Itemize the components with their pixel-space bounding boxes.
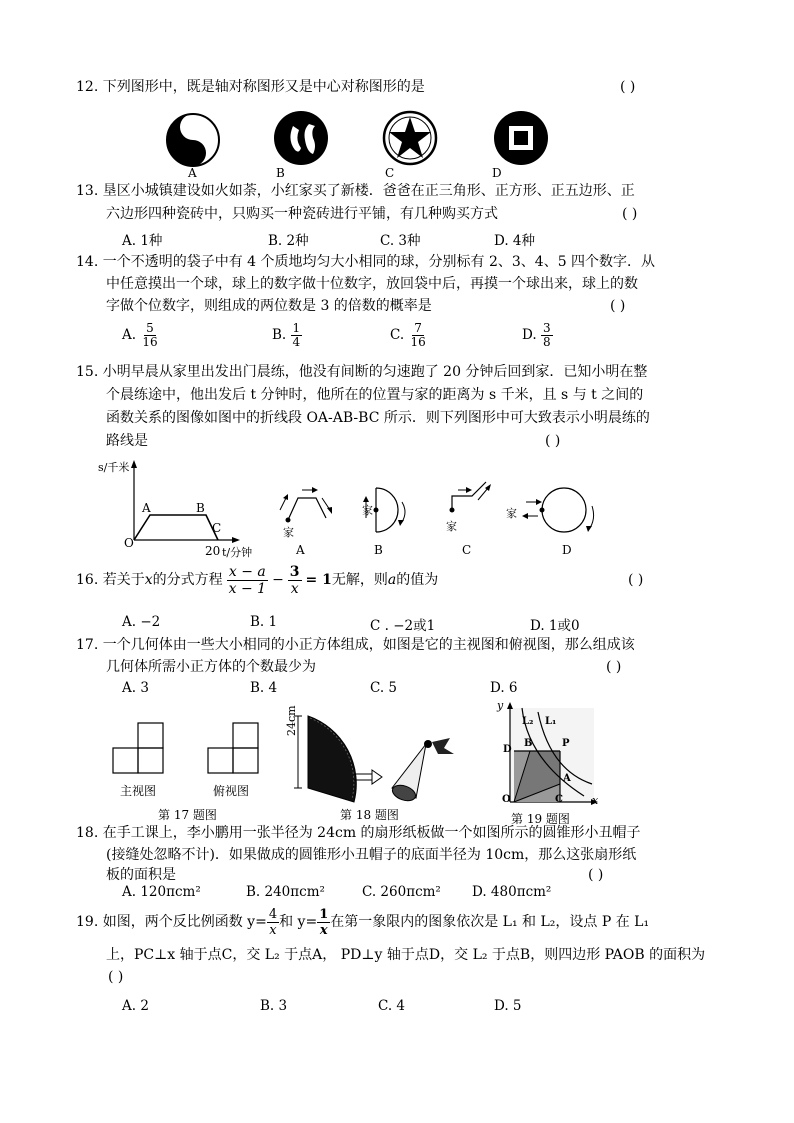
q13-option-a: A. 1种 <box>122 233 163 249</box>
q15-label-d: D <box>562 543 572 557</box>
q14-paren: ( ) <box>610 298 626 314</box>
q14-option-d <box>522 322 553 349</box>
denominator: x <box>290 580 299 597</box>
q18-line1: 18. 在手工课上，李小鹏用一张半径为 24cm 的扇形纸板做一个如图所示的圆锥形小丑帽子 <box>76 825 641 841</box>
denominator: 4 <box>292 335 301 349</box>
q13-line1: 13. 垦区小城镇建设如火如荼，小红家买了新楼．爸爸在正三角形、正方形、正五边形、正 <box>76 183 635 199</box>
q15-line1: 15. 小明早晨从家里出发出门晨练，他没有间断的匀速跑了 20 分钟后回到家．已知小明在整 <box>76 364 648 380</box>
q18-option-b: B. 240πcm² <box>246 884 325 900</box>
q15-line4: 路线是 <box>106 433 148 449</box>
q14-option-b <box>272 322 302 349</box>
q16-text <box>76 564 438 596</box>
q17-option-d: D. 6 <box>490 680 518 696</box>
option-letter: A. <box>122 327 137 343</box>
denominator: x − 1 <box>228 580 267 597</box>
fan-radius-label: 24cm <box>285 705 298 736</box>
fig19-x: x <box>592 794 599 807</box>
q16-option-d: D. 1或0 <box>530 618 580 634</box>
fig19-a: A <box>563 773 571 784</box>
numerator: 7 <box>414 321 422 335</box>
numerator: 1 <box>292 321 301 335</box>
q17-line1: 17. 一个几何体由一些大小相同的小正方体组成，如图是它的主视图和俯视图，那么组成该 <box>76 637 635 653</box>
graph-origin: O <box>124 536 134 550</box>
q14-line1: 14. 一个不透明的袋子中有 4 个质地均匀大小相同的球，分别标有 2、3、4、5 四个数字．从 <box>76 254 656 270</box>
q19-option-b: B. 3 <box>260 998 288 1014</box>
denominator: 16 <box>142 335 158 349</box>
q16-paren: ( ) <box>628 572 644 588</box>
q13-option-c: C. 3种 <box>380 233 421 249</box>
option-letter: B. <box>272 327 287 343</box>
graph-point-a: A <box>142 501 151 515</box>
numerator: 1 <box>319 906 329 922</box>
q16-suffix1: 无解，则 <box>331 572 388 588</box>
q19-fraction-1 <box>267 907 279 938</box>
q12-label-d: D <box>492 166 502 180</box>
q12-label-b: B <box>276 166 285 180</box>
q12-label-a: A <box>188 166 197 180</box>
denominator: x <box>269 922 277 938</box>
fraction <box>541 322 553 349</box>
q15-label-b: B <box>374 543 383 557</box>
fig19-b: B <box>524 738 533 749</box>
route-b-home: 家 <box>362 504 373 517</box>
q17-line2: 几何体所需小正方体的个数最少为 <box>106 659 316 675</box>
numerator: 3 <box>289 563 300 580</box>
q15-label-c: C <box>462 543 472 557</box>
q15-label-a: A <box>296 543 305 557</box>
q16-fraction-1 <box>227 564 268 597</box>
denominator: x <box>319 922 328 938</box>
fig19-o: O <box>502 794 511 805</box>
numerator: 5 <box>146 321 154 335</box>
star-circle-icon <box>382 110 438 166</box>
fig19-p: P <box>562 738 570 749</box>
q19-line2: 上，PC⊥x 轴于点C，交 L₂ 于点A， PD⊥y 轴于点D，交 L₂ 于点B，则四边形 PAOB 的面积为 <box>106 947 706 963</box>
q19-option-d: D. 5 <box>494 998 522 1014</box>
q18-option-a: A. 120πcm² <box>122 884 201 900</box>
top-view-caption: 俯视图 <box>213 784 250 798</box>
q19-option-a: A. 2 <box>122 998 149 1014</box>
fig19-d: D <box>503 744 512 755</box>
fig19-l1: L₁ <box>545 716 557 727</box>
fan-cone-diagram <box>292 714 472 806</box>
q13-paren: ( ) <box>622 206 638 222</box>
q14-line3: 字做个位数字，则组成的两位数是 3 的倍数的概率是 <box>106 298 432 314</box>
denominator: 8 <box>542 335 551 349</box>
option-letter: D. <box>522 327 537 343</box>
denominator: 16 <box>410 335 426 349</box>
top-view-diagram <box>207 722 261 776</box>
q15-line2: 个晨练途中，他出发后 t 分钟时，他所在的位置与家的距离为 s 千米，且 s 与 t 之间的 <box>106 387 644 403</box>
q18-figure-caption: 第 18 题图 <box>340 808 399 822</box>
q16-option-a: A. −2 <box>122 614 161 630</box>
q16-option-c: C . −2或1 <box>370 618 436 634</box>
q12-text: 12. 下列图形中，既是轴对称图形又是中心对称图形的是 <box>76 79 425 95</box>
q14-option-a <box>122 322 160 349</box>
q17-paren: ( ) <box>606 659 622 675</box>
q19-line1-rest: 在第一象限内的图象依次是 L₁ 和 L₂，设点 P 在 L₁ <box>330 914 650 930</box>
route-d-diagram <box>520 482 610 542</box>
q19-prefix: 19. 如图，两个反比例函数 y= <box>76 914 267 930</box>
q19-figure-caption: 第 19 题图 <box>511 812 570 826</box>
q13-option-b: B. 2种 <box>268 233 309 249</box>
q16-prefix: 16. 若关于 <box>76 572 145 588</box>
q15-paren: ( ) <box>545 433 561 449</box>
q12-paren: ( ) <box>620 79 636 95</box>
fraction <box>408 322 427 349</box>
q16-suffix2: 的值为 <box>396 572 439 588</box>
route-a-diagram <box>276 484 336 528</box>
q17-option-a: A. 3 <box>122 680 149 696</box>
q19-paren: ( ) <box>108 969 124 985</box>
q19-and: 和 y= <box>279 914 318 930</box>
fig19-l2: L₂ <box>522 716 534 727</box>
graph-point-c: C <box>212 521 222 535</box>
fraction <box>291 322 303 349</box>
q16-fraction-2 <box>288 564 302 597</box>
q16-option-b: B. 1 <box>250 614 278 630</box>
numerator: 3 <box>542 321 551 335</box>
q18-line2: (接缝处忽略不计)．如果做成的圆锥形小丑帽子的底面半径为 10cm，那么这张扇形纸 <box>106 847 637 863</box>
graph-point-b: B <box>196 501 205 515</box>
q16-var-x: x <box>144 572 153 588</box>
q15-line3: 函数关系的图像如图中的折线段 OA-AB-BC 所示．则下列图形中可大致表示小明晨练的 <box>106 410 650 426</box>
q17-figure-caption: 第 17 题图 <box>158 808 217 822</box>
q13-line2: 六边形四种瓷砖中，只购买一种瓷砖进行平铺，有几种购买方式 <box>106 206 498 222</box>
q12-label-c: C <box>385 166 395 180</box>
fraction <box>140 322 159 349</box>
q18-option-c: C. 260πcm² <box>362 884 441 900</box>
q14-option-c <box>390 322 428 349</box>
q16-equals: = 1 <box>305 572 332 588</box>
numerator: 4 <box>268 906 278 922</box>
q16-var-a: a <box>387 572 397 588</box>
q14-line2: 中任意摸出一个球，球上的数字做十位数字，放回袋中后，再摸一个球出来，球上的数 <box>106 276 638 292</box>
graph-xlabel: t/分钟 <box>222 546 253 559</box>
front-view-diagram <box>112 722 166 776</box>
option-letter: C. <box>390 327 405 343</box>
swirl-symbol-icon <box>273 110 329 166</box>
route-c-home: 家 <box>446 520 457 533</box>
fig19-c: C <box>555 794 563 805</box>
q16-mid: 的分式方程 <box>152 572 223 588</box>
q18-option-d: D. 480πcm² <box>472 884 552 900</box>
numerator: x − a <box>228 563 266 580</box>
square-in-circle-icon <box>493 110 549 166</box>
q19-fraction-2 <box>317 907 330 938</box>
q18-line3: 板的面积是 <box>106 867 176 883</box>
q17-option-b: B. 4 <box>250 680 278 696</box>
route-a-home: 家 <box>283 526 294 539</box>
front-view-caption: 主视图 <box>120 784 157 798</box>
q18-paren: ( ) <box>588 867 604 883</box>
q19-option-c: C. 4 <box>378 998 406 1014</box>
route-d-home: 家 <box>506 507 517 520</box>
graph-ylabel: s/千米 <box>98 461 130 474</box>
q16-minus: − <box>272 572 284 588</box>
yin-yang-icon <box>165 112 221 168</box>
q13-option-d: D. 4种 <box>494 233 536 249</box>
q19-line1 <box>76 904 649 940</box>
graph-x20: 20 <box>205 544 221 558</box>
fig19-y: y <box>497 699 504 712</box>
q17-option-c: C. 5 <box>370 680 398 696</box>
